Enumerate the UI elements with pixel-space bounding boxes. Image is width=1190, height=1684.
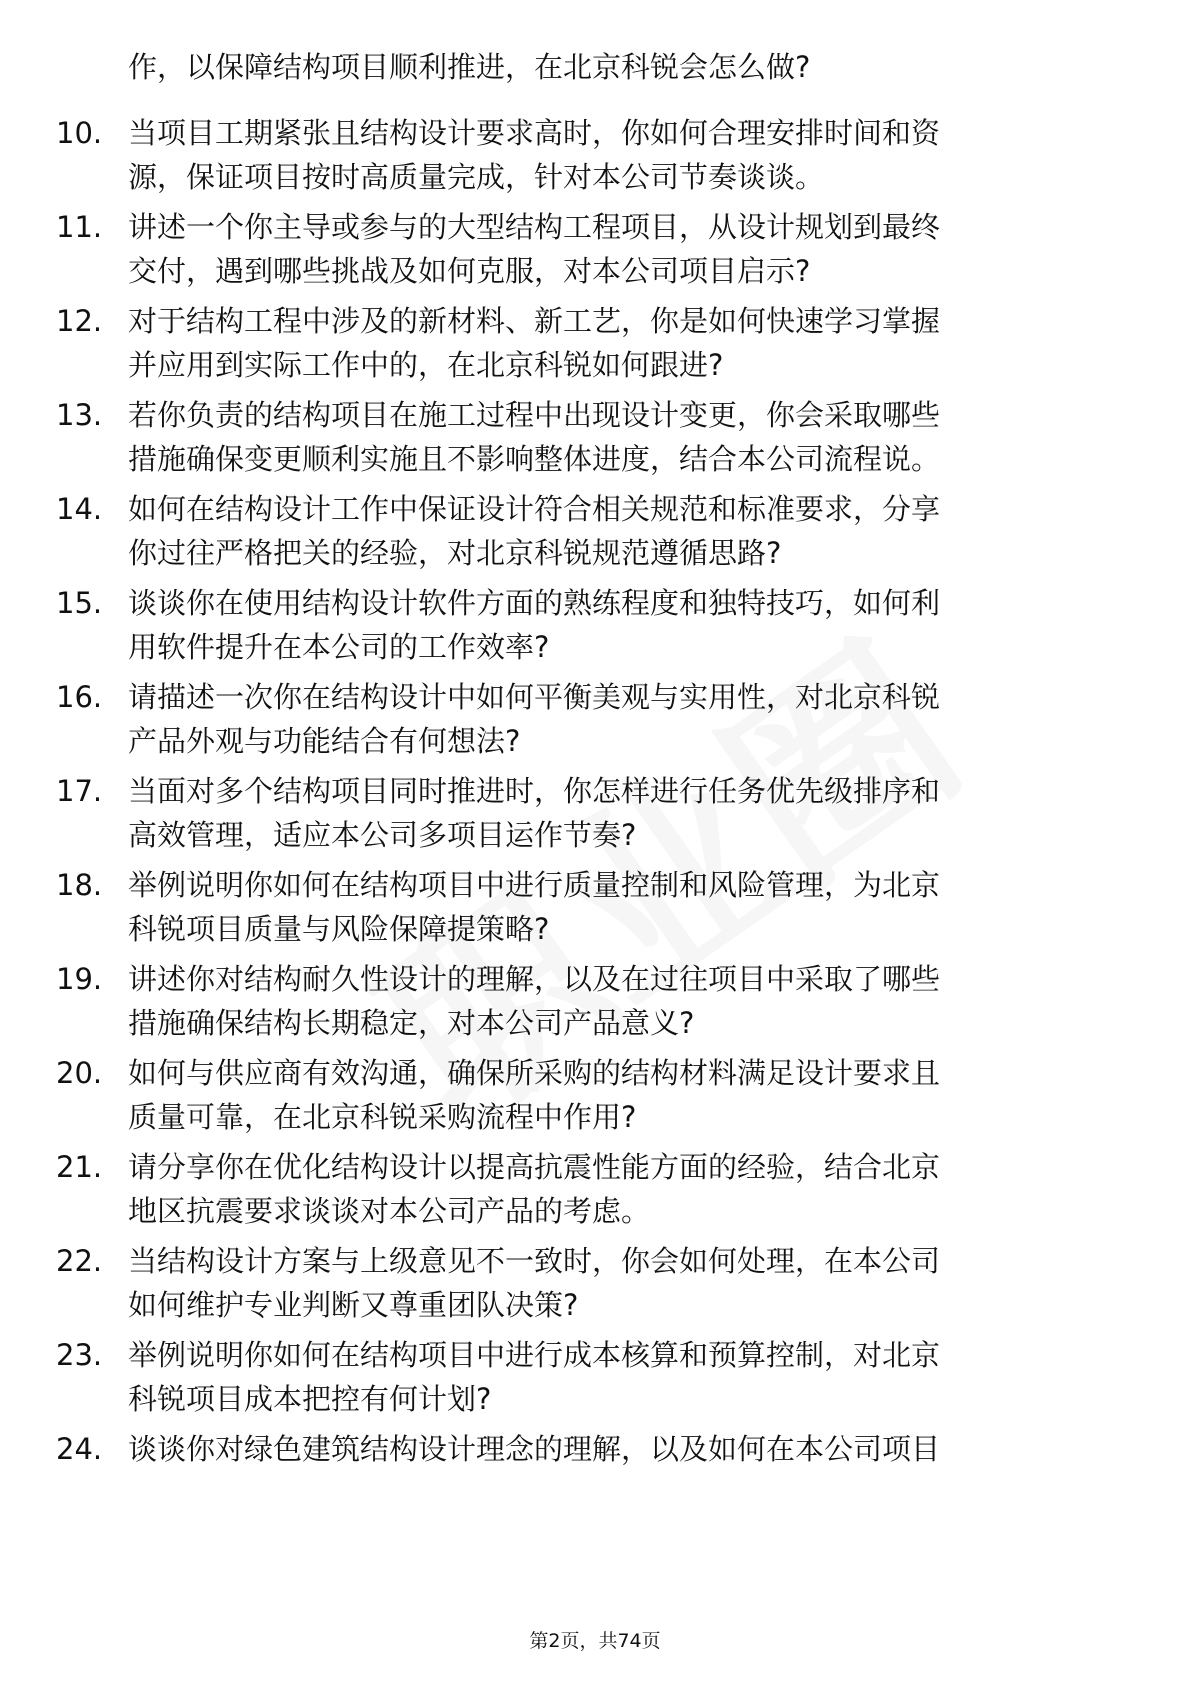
question-text (128, 487, 1136, 575)
question-item (56, 957, 1136, 1051)
question-item (56, 1051, 1136, 1145)
question-item (56, 769, 1136, 863)
question-item (56, 111, 1136, 205)
question-number: 10. (56, 116, 103, 150)
question-number: 16. (56, 680, 103, 714)
question-text (128, 1333, 1136, 1421)
question-number: 14. (56, 492, 103, 526)
question-text-line: 当面对多个结构项目同时推进时，你怎样进行任务优先级排序和 (128, 774, 941, 808)
question-number: 23. (56, 1338, 103, 1372)
question-text (128, 299, 1136, 387)
question-text (128, 1145, 1136, 1233)
question-number: 18. (56, 868, 103, 902)
question-text-line: 并应用到实际工作中的，在北京科锐如何跟进? (128, 348, 724, 382)
question-text-line: 产品外观与功能结合有何想法? (128, 724, 521, 758)
question-item (56, 299, 1136, 393)
question-item (56, 1145, 1136, 1239)
question-text-line: 请描述一次你在结构设计中如何平衡美观与实用性，对北京科锐 (128, 680, 941, 714)
question-list (56, 111, 1136, 1521)
question-text (128, 1427, 1136, 1471)
question-text-line: 如何与供应商有效沟通，确保所采购的结构材料满足设计要求且 (128, 1056, 941, 1090)
question-text-line: 措施确保变更顺利实施且不影响整体进度，结合本公司流程说。 (128, 442, 941, 476)
question-item (56, 1239, 1136, 1333)
question-text-line: 交付，遇到哪些挑战及如何克服，对本公司项目启示? (128, 254, 811, 288)
question-number: 13. (56, 398, 103, 432)
question-number: 19. (56, 962, 103, 996)
question-text-line: 高效管理，适应本公司多项目运作节奏? (128, 818, 637, 852)
question-text (128, 675, 1136, 763)
question-text-line: 你过往严格把关的经验，对北京科锐规范遵循思路? (128, 536, 782, 570)
question-item (56, 863, 1136, 957)
question-text (128, 863, 1136, 951)
question-text-line: 如何在结构设计工作中保证设计符合相关规范和标准要求，分享 (128, 492, 941, 526)
question-text (128, 957, 1136, 1045)
question-text-line: 源，保证项目按时高质量完成，针对本公司节奏谈谈。 (128, 160, 825, 194)
continued-question-text: 作，以保障结构项目顺利推进，在北京科锐会怎么做? (128, 50, 811, 84)
question-text-line: 若你负责的结构项目在施工过程中出现设计变更，你会采取哪些 (128, 398, 941, 432)
question-item (56, 581, 1136, 675)
page-footer: 第2页，共74页 (529, 1630, 661, 1652)
question-text-line: 地区抗震要求谈谈对本公司产品的考虑。 (128, 1194, 651, 1228)
question-number: 20. (56, 1056, 103, 1090)
question-number: 17. (56, 774, 103, 808)
question-text-line: 当项目工期紧张且结构设计要求高时，你如何合理安排时间和资 (128, 116, 941, 150)
question-text-line: 谈谈你在使用结构设计软件方面的熟练程度和独特技巧，如何利 (128, 586, 941, 620)
question-text-line: 当结构设计方案与上级意见不一致时，你会如何处理，在本公司 (128, 1244, 941, 1278)
question-number: 15. (56, 586, 103, 620)
question-item (56, 1333, 1136, 1427)
question-item (56, 205, 1136, 299)
question-text (128, 1239, 1136, 1327)
question-text (128, 581, 1136, 669)
question-number: 12. (56, 304, 103, 338)
question-text (128, 1051, 1136, 1139)
question-text-line: 讲述一个你主导或参与的大型结构工程项目，从设计规划到最终 (128, 210, 941, 244)
question-text-line: 讲述你对结构耐久性设计的理解，以及在过往项目中采取了哪些 (128, 962, 941, 996)
question-text-line: 举例说明你如何在结构项目中进行质量控制和风险管理，为北京 (128, 868, 941, 902)
question-text-line: 用软件提升在本公司的工作效率? (128, 630, 550, 664)
question-item (56, 675, 1136, 769)
question-item (56, 1427, 1136, 1521)
question-text-line: 如何维护专业判断又尊重团队决策? (128, 1288, 579, 1322)
question-text (128, 205, 1136, 293)
question-item (56, 487, 1136, 581)
question-text-line: 科锐项目质量与风险保障提策略? (128, 912, 550, 946)
question-number: 24. (56, 1432, 103, 1466)
question-text-line: 科锐项目成本把控有何计划? (128, 1382, 492, 1416)
question-text (128, 111, 1136, 199)
question-number: 11. (56, 210, 103, 244)
question-number: 21. (56, 1150, 103, 1184)
question-number: 22. (56, 1244, 103, 1278)
question-text-line: 质量可靠，在北京科锐采购流程中作用? (128, 1100, 637, 1134)
question-text-line: 对于结构工程中涉及的新材料、新工艺，你是如何快速学习掌握 (128, 304, 941, 338)
question-item (56, 393, 1136, 487)
question-text-line: 举例说明你如何在结构项目中进行成本核算和预算控制，对北京 (128, 1338, 941, 1372)
question-text-line: 请分享你在优化结构设计以提高抗震性能方面的经验，结合北京 (128, 1150, 941, 1184)
question-text (128, 769, 1136, 857)
question-text-line: 谈谈你对绿色建筑结构设计理念的理解，以及如何在本公司项目 (128, 1432, 941, 1466)
question-text-line: 措施确保结构长期稳定，对本公司产品意义? (128, 1006, 695, 1040)
question-text (128, 393, 1136, 481)
